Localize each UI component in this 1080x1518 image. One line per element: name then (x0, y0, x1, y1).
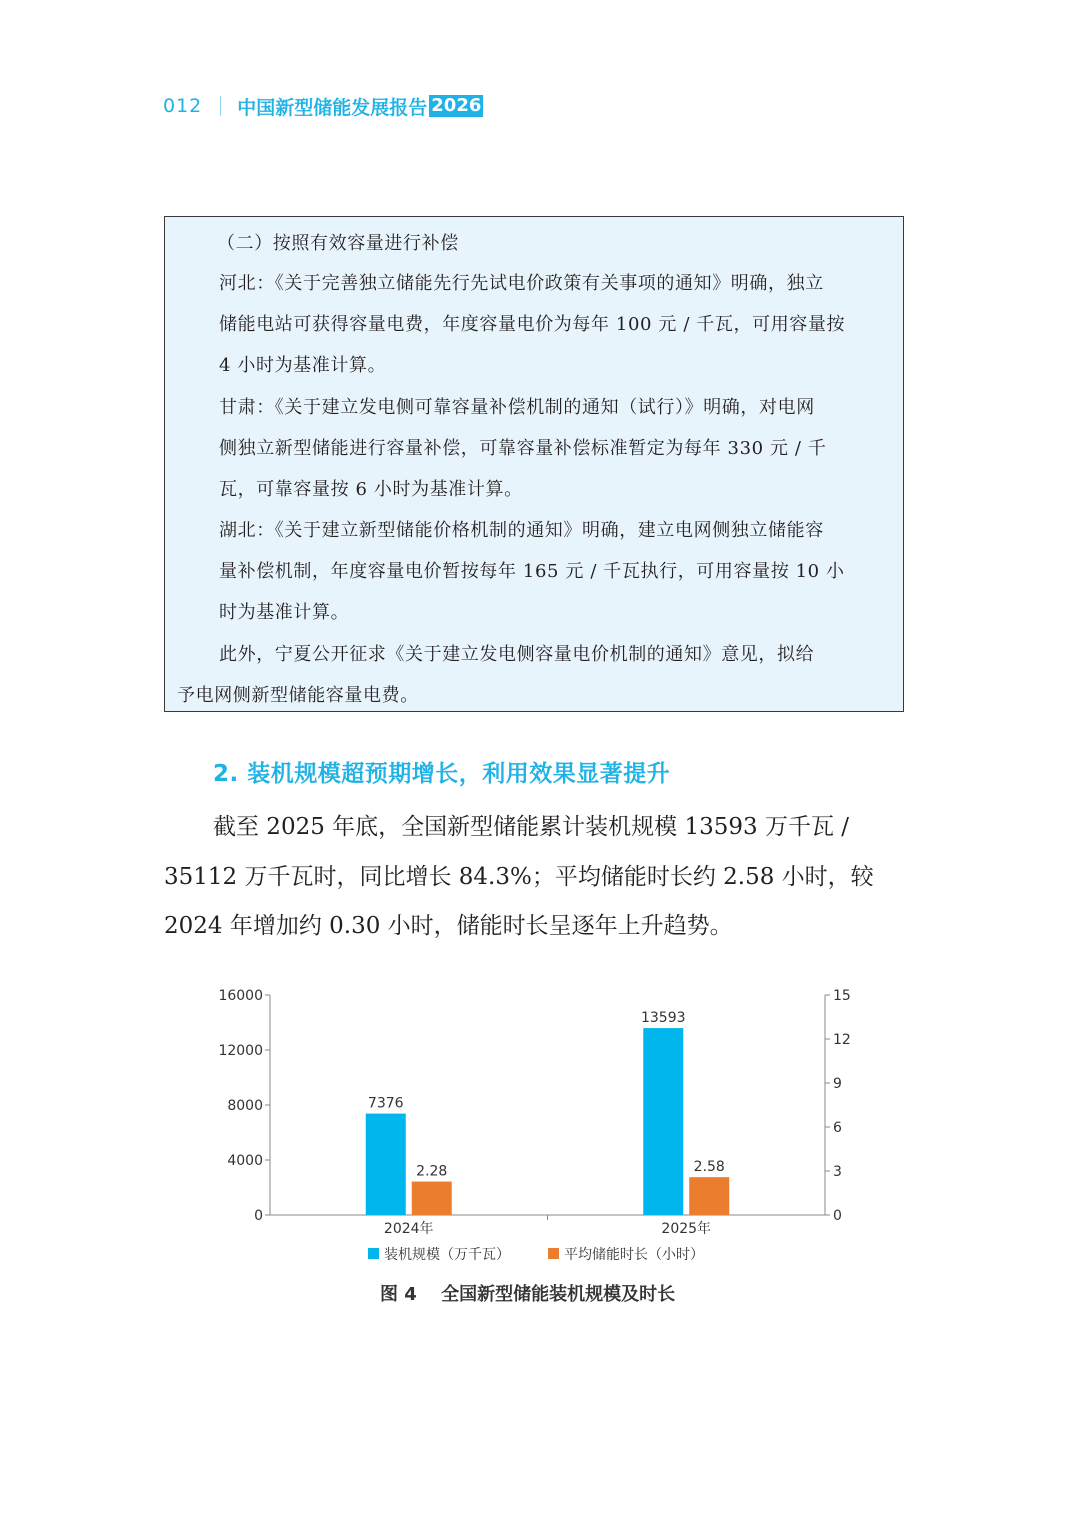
box-line-10: 此外，宁夏公开征求《关于建立发电侧容量电价机制的通知》意见，拟给 (219, 644, 815, 665)
y-right-tick-label-4: 12 (833, 1032, 851, 1048)
report-title: 中国新型储能发展报告 (237, 96, 428, 119)
y-left-tick-label-1: 4000 (227, 1153, 263, 1169)
y-right-tick-label-3: 9 (833, 1076, 842, 1092)
legend-label-1: 平均储能时长（小时） (564, 1247, 704, 1263)
box-line-11: 予电网侧新型储能容量电费。 (177, 685, 419, 706)
data-label-series0-0: 7376 (367, 1095, 404, 1112)
data-label-series1-1: 2.58 (693, 1159, 725, 1176)
x-tick-label-0: 2024年 (383, 1221, 434, 1237)
box-subheading: （二）按照有效容量进行补偿 (217, 233, 459, 254)
bar-series1-0 (412, 1182, 452, 1215)
box-line-6: 瓦，可靠容量按 6 小时为基准计算。 (219, 479, 523, 500)
paragraph-line-3: 2024 年增加约 0.30 小时，储能时长呈逐年上升趋势。 (164, 913, 733, 939)
policy-box (164, 216, 904, 712)
legend-swatch-1 (548, 1248, 559, 1259)
y-right-tick-label-2: 6 (833, 1120, 842, 1136)
paragraph-line-2: 35112 万千瓦时，同比增长 84.3%；平均储能时长约 2.58 小时，较 (164, 864, 874, 890)
x-tick-label-1: 2025年 (661, 1221, 712, 1237)
running-header (163, 92, 483, 120)
box-line-2: 储能电站可获得容量电费，年度容量电价为每年 100 元 / 千瓦，可用容量按 (219, 314, 846, 335)
box-line-8: 量补偿机制，年度容量电价暂按每年 165 元 / 千瓦执行，可用容量按 10 小 (219, 561, 845, 582)
y-right-tick-label-1: 3 (833, 1164, 842, 1180)
report-year-badge: 2026 (431, 95, 482, 116)
legend-swatch-0 (368, 1248, 379, 1259)
header-divider (220, 96, 221, 116)
y-left-tick-label-3: 12000 (218, 1043, 263, 1059)
figure-caption (380, 1280, 675, 1306)
bar-series0-0 (366, 1114, 406, 1215)
y-right-tick-label-5: 15 (833, 988, 851, 1004)
bar-series0-1 (643, 1028, 683, 1215)
capacity-duration-chart (200, 975, 880, 1275)
box-line-7: 湖北：《关于建立新型储能价格机制的通知》明确，建立电网侧独立储能容 (219, 520, 824, 541)
box-line-5: 侧独立新型储能进行容量补偿，可靠容量补偿标准暂定为每年 330 元 / 千 (219, 438, 827, 459)
box-line-3: 4 小时为基准计算。 (219, 355, 387, 376)
paragraph-line-1: 截至 2025 年底，全国新型储能累计装机规模 13593 万千瓦 / (213, 814, 850, 840)
y-right-tick-label-0: 0 (833, 1208, 842, 1224)
y-left-tick-label-4: 16000 (218, 988, 263, 1004)
data-label-series0-1: 13593 (640, 1010, 686, 1027)
data-label-series1-0: 2.28 (416, 1163, 448, 1180)
box-line-4: 甘肃：《关于建立发电侧可靠容量补偿机制的通知（试行）》明确，对电网 (219, 397, 815, 418)
legend-label-0: 装机规模（万千瓦） (384, 1247, 510, 1263)
page-number: 012 (163, 95, 203, 117)
figure-number: 图 4 (380, 1284, 417, 1305)
bar-series1-1 (689, 1177, 729, 1215)
box-line-1: 河北：《关于完善独立储能先行先试电价政策有关事项的通知》明确，独立 (219, 273, 824, 294)
figure-title: 全国新型储能装机规模及时长 (441, 1284, 676, 1305)
section-heading: 2. 装机规模超预期增长，利用效果显著提升 (213, 761, 671, 787)
box-line-9: 时为基准计算。 (219, 602, 350, 623)
y-left-tick-label-2: 8000 (227, 1098, 263, 1114)
y-left-tick-label-0: 0 (254, 1208, 263, 1224)
